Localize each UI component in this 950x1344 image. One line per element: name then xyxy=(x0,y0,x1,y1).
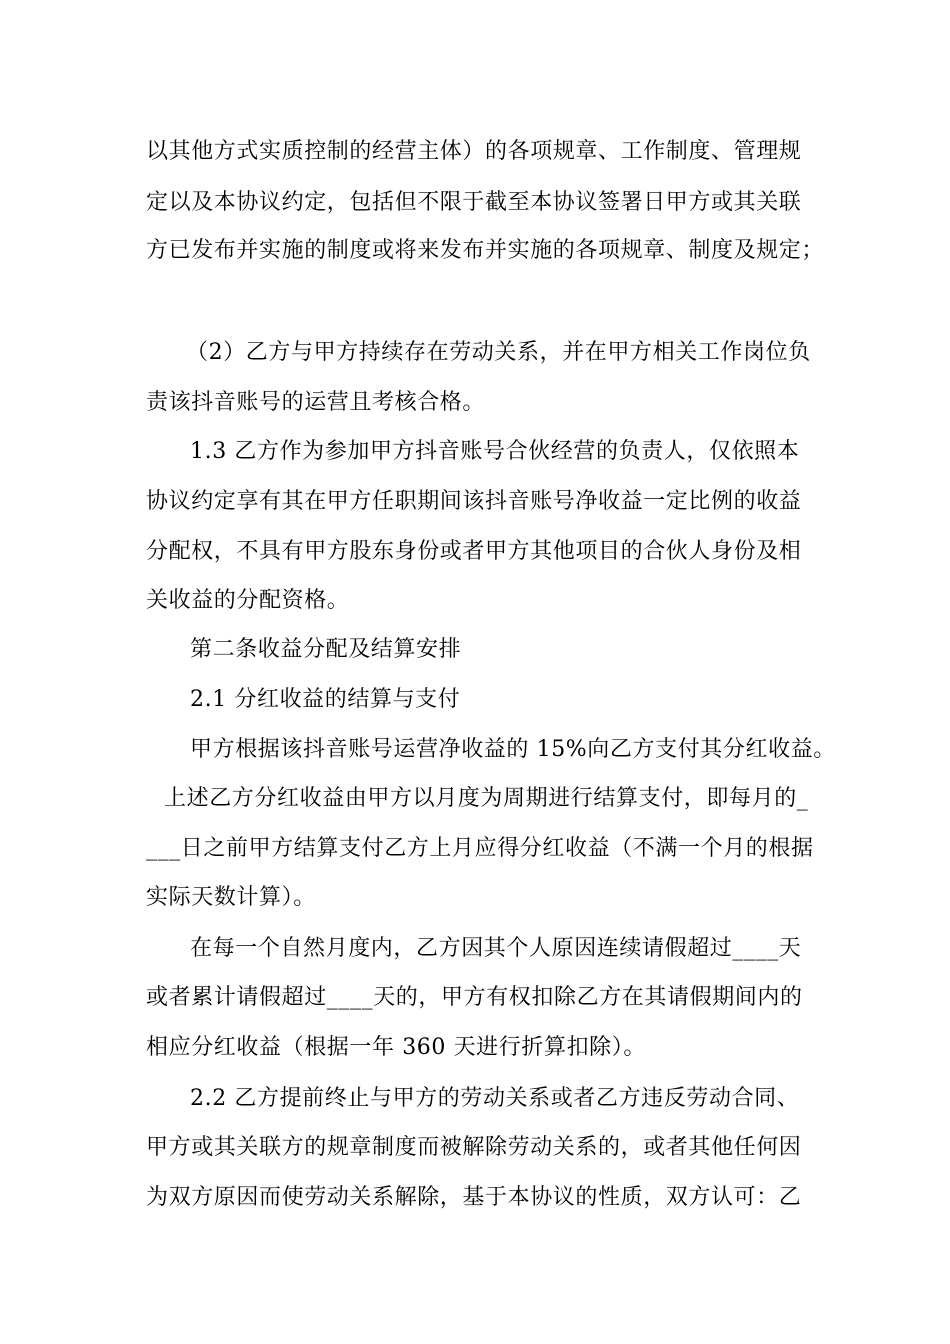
clause-2-2-line-2: 甲方或其关联方的规章制度而被解除劳动关系的，或者其他任何因 xyxy=(146,1135,802,1160)
payment-rate-line: 甲方根据该抖音账号运营净收益的 15%向乙方支付其分红收益。 xyxy=(190,737,836,762)
subsection-heading-2-1: 2.1 分红收益的结算与支付 xyxy=(190,687,461,712)
clause-1-3-line-4: 关收益的分配资格。 xyxy=(146,588,350,613)
clause-1-3-line-1: 1.3 乙方作为参加甲方抖音账号合伙经营的负责人，仅依照本 xyxy=(190,439,800,464)
leave-clause-line-3: 相应分红收益（根据一年 360 天进行折算扣除）。 xyxy=(146,1035,646,1060)
text-line-1: 以其他方式实质控制的经营主体）的各项规章、工作制度、管理规 xyxy=(146,139,802,164)
text-line-3: 方已发布并实施的制度或将来发布并实施的各项规章、制度及规定； xyxy=(146,238,825,263)
leave-clause-line-2: 或者累计请假超过____天的，甲方有权扣除乙方在其请假期间内的 xyxy=(146,985,803,1010)
clause-2-line-1: （2）乙方与甲方持续存在劳动关系，并在甲方相关工作岗位负 xyxy=(186,340,811,365)
section-heading: 第二条收益分配及结算安排 xyxy=(190,637,462,662)
leave-clause-line-1: 在每一个自然月度内，乙方因其个人原因连续请假超过____天 xyxy=(190,936,802,961)
clause-2-2-line-3: 为双方原因而使劳动关系解除，基于本协议的性质，双方认可：乙 xyxy=(146,1185,802,1210)
clause-1-3-line-2: 协议约定享有其在甲方任职期间该抖音账号净收益一定比例的收益 xyxy=(146,489,802,514)
settlement-line-2: ___日之前甲方结算支付乙方上月应得分红收益（不满一个月的根据 xyxy=(146,836,814,861)
text-line-2: 定以及本协议约定，包括但不限于截至本协议签署日甲方或其关联 xyxy=(146,190,802,215)
clause-1-3-line-3: 分配权，不具有甲方股东身份或者甲方其他项目的合伙人身份及相 xyxy=(146,539,802,564)
settlement-line-1: 上述乙方分红收益由甲方以月度为周期进行结算支付，即每月的_ xyxy=(164,786,809,811)
clause-2-2-line-1: 2.2 乙方提前终止与甲方的劳动关系或者乙方违反劳动合同、 xyxy=(190,1086,800,1111)
settlement-line-3: 实际天数计算）。 xyxy=(146,885,316,910)
clause-2-line-2: 责该抖音账号的运营且考核合格。 xyxy=(146,390,486,415)
